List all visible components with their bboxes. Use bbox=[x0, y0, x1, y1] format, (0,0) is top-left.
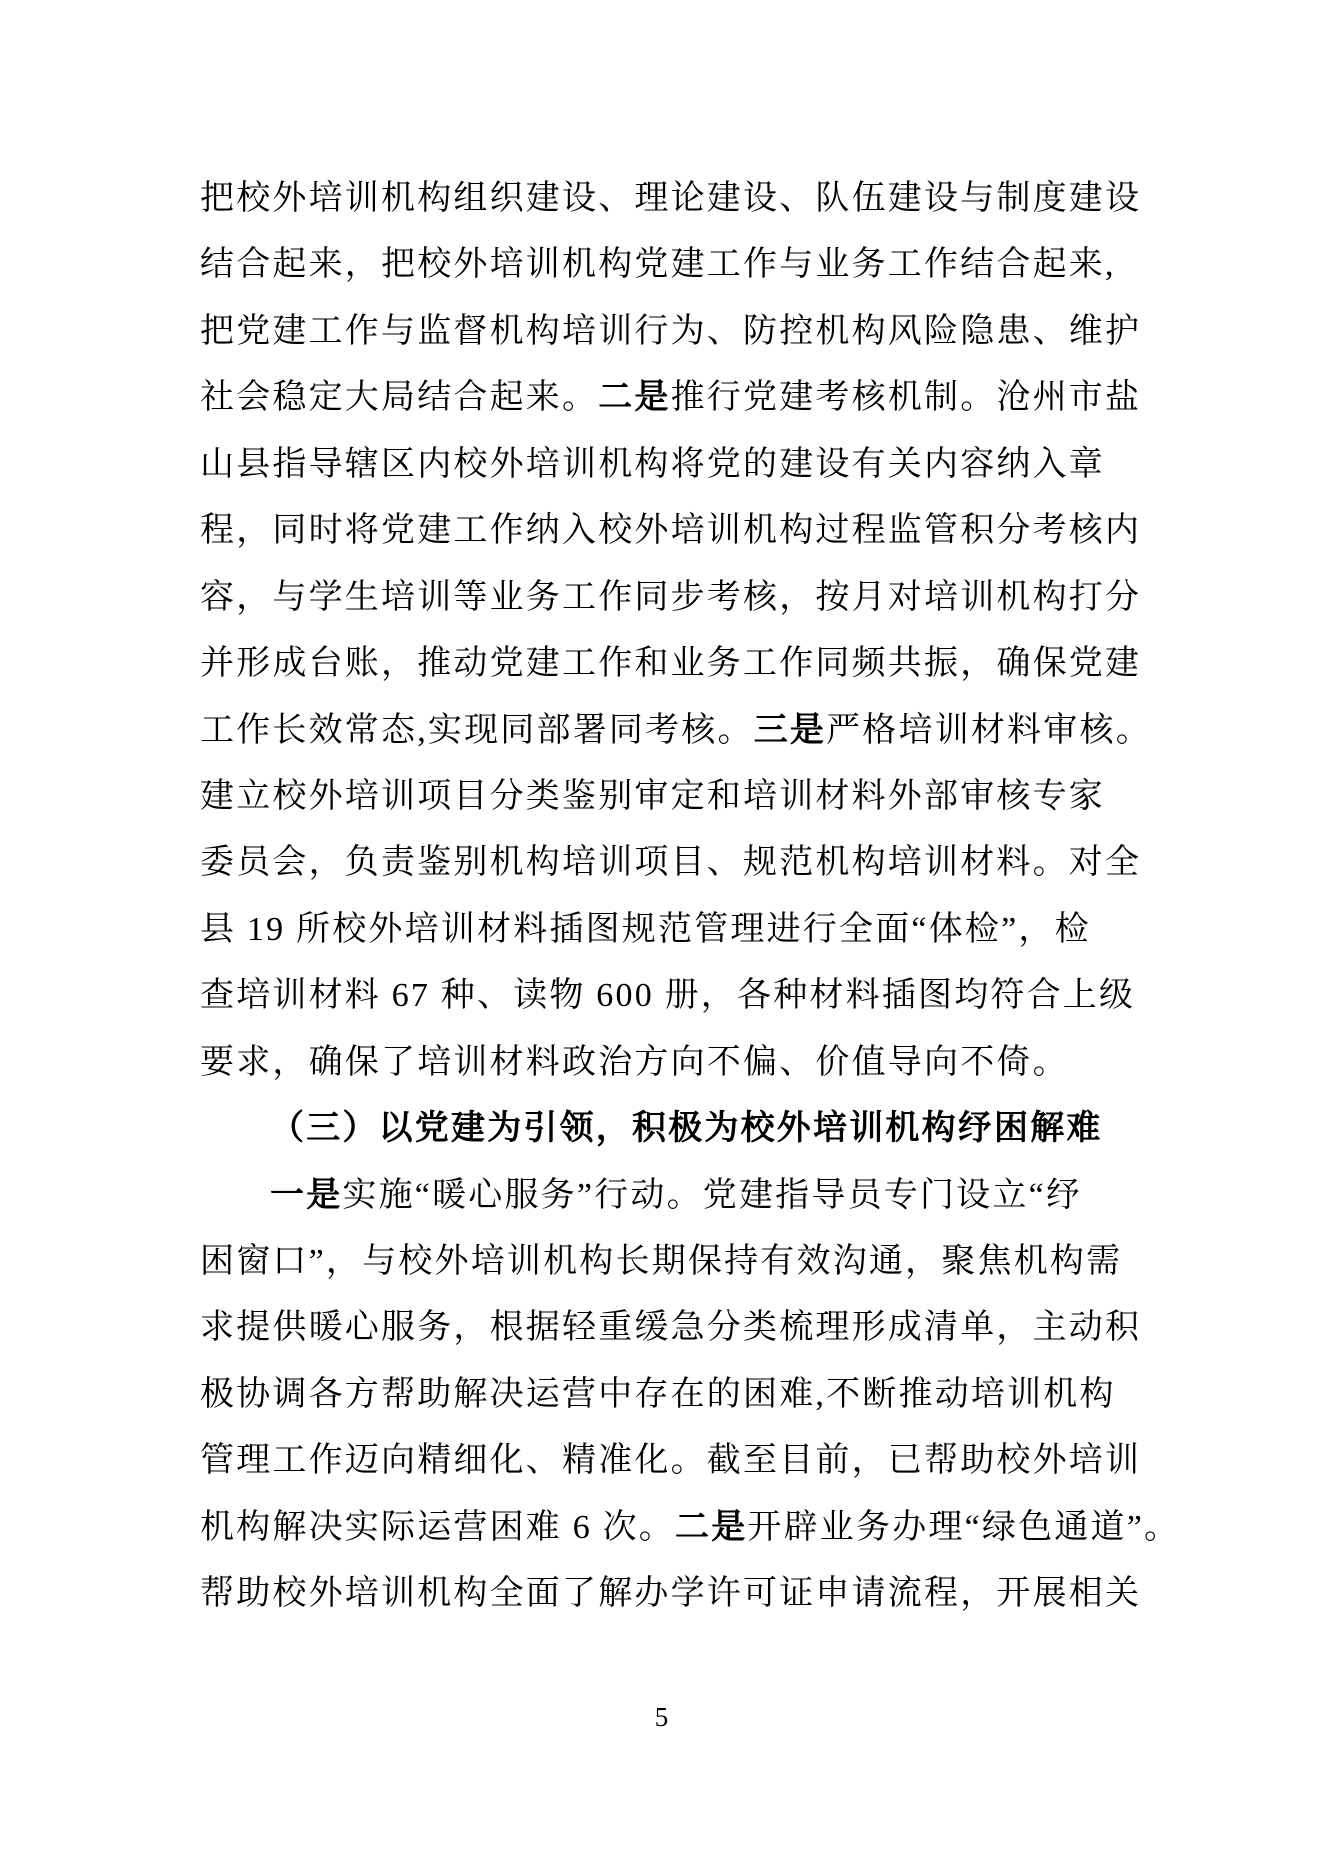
text-run: 求提供暖心服务，根据轻重缓急分类梳理形成清单，主动积 bbox=[200, 1309, 1142, 1347]
text-line bbox=[200, 232, 1180, 298]
text-run: 工作长效常态,实现同部署同考核。 bbox=[200, 711, 754, 749]
text-run: 开辟业务办理“绿色通道”。 bbox=[747, 1508, 1181, 1546]
text-line bbox=[200, 1495, 1180, 1561]
emphasis-run: 三是 bbox=[753, 711, 827, 749]
text-run: 极协调各方帮助解决运营中存在的困难,不断推动培训机构 bbox=[200, 1375, 1116, 1413]
text-line bbox=[200, 1561, 1180, 1627]
text-line bbox=[200, 299, 1180, 365]
text-run: 困窗口”，与校外培训机构长期保持有效沟通，聚焦机构需 bbox=[200, 1243, 1123, 1280]
text-line bbox=[200, 963, 1180, 1029]
text-run: 结合起来，把校外培训机构党建工作与业务工作结合起来, bbox=[200, 246, 1116, 284]
text-run: 实施“暖心服务”行动。党建指导员专门设立“纾 bbox=[342, 1176, 1083, 1214]
text-run: 机构解决实际运营困难 6 次。 bbox=[200, 1508, 675, 1546]
text-run: 查培训材料 67 种、读物 600 册，各种材料插图均符合上级 bbox=[200, 977, 1136, 1015]
text-line bbox=[200, 1295, 1180, 1361]
page-number: 5 bbox=[654, 1702, 669, 1732]
emphasis-run: 二是 bbox=[675, 1508, 748, 1546]
text-line bbox=[200, 1428, 1180, 1494]
text-line bbox=[200, 1362, 1180, 1428]
text-line bbox=[200, 830, 1180, 896]
text-run: 并形成台账，推动党建工作和业务工作同频共振，确保党建 bbox=[200, 645, 1142, 683]
text-run: 管理工作迈向精细化、精准化。截至目前，已帮助校外培训 bbox=[200, 1442, 1142, 1480]
text-run: 把校外培训机构组织建设、理论建设、队伍建设与制度建设 bbox=[200, 180, 1142, 217]
text-run: 要求，确保了培训材料政治方向不偏、价值导向不倚。 bbox=[200, 1043, 1069, 1081]
text-run: 容，与学生培训等业务工作同步考核，按月对培训机构打分 bbox=[200, 578, 1142, 616]
text-run: 委员会，负责鉴别机构培训项目、规范机构培训材料。对全 bbox=[200, 844, 1142, 882]
text-line bbox=[200, 365, 1180, 431]
text-line bbox=[200, 698, 1180, 764]
text-run: 推行党建考核机制。沧州市盐 bbox=[670, 379, 1142, 417]
text-line bbox=[200, 631, 1180, 697]
text-line bbox=[200, 1030, 1180, 1096]
text-run: 社会稳定大局结合起来。 bbox=[200, 379, 599, 417]
text-line bbox=[200, 897, 1180, 963]
emphasis-run: （三）以党建为引领，积极为校外培训机构纾困解难 bbox=[270, 1110, 1103, 1148]
text-line bbox=[200, 432, 1180, 498]
text-run: 严格培训材料审核。 bbox=[826, 711, 1152, 749]
text-line bbox=[200, 565, 1180, 631]
text-run: 县 19 所校外培训材料插图规范管理进行全面“体检”，检 bbox=[200, 910, 1091, 948]
emphasis-run: 一是 bbox=[270, 1176, 343, 1214]
text-line bbox=[200, 498, 1180, 564]
text-run: 帮助校外培训机构全面了解办学许可证申请流程，开展相关 bbox=[200, 1575, 1142, 1613]
text-line bbox=[200, 1229, 1180, 1295]
text-run: 建立校外培训项目分类鉴别审定和培训材料外部审核专家 bbox=[200, 777, 1105, 815]
text-run: 程，同时将党建工作纳入校外培训机构过程监管积分考核内 bbox=[200, 512, 1142, 550]
section-heading bbox=[200, 1096, 1180, 1162]
page-body bbox=[200, 166, 1180, 1628]
text-line bbox=[200, 764, 1180, 830]
text-line bbox=[200, 1163, 1180, 1229]
text-line bbox=[200, 166, 1180, 232]
text-run: 把党建工作与监督机构培训行为、防控机构风险隐患、维护 bbox=[200, 312, 1142, 350]
emphasis-run: 二是 bbox=[598, 379, 671, 417]
text-run: 山县指导辖区内校外培训机构将党的建设有关内容纳入章 bbox=[200, 445, 1105, 483]
